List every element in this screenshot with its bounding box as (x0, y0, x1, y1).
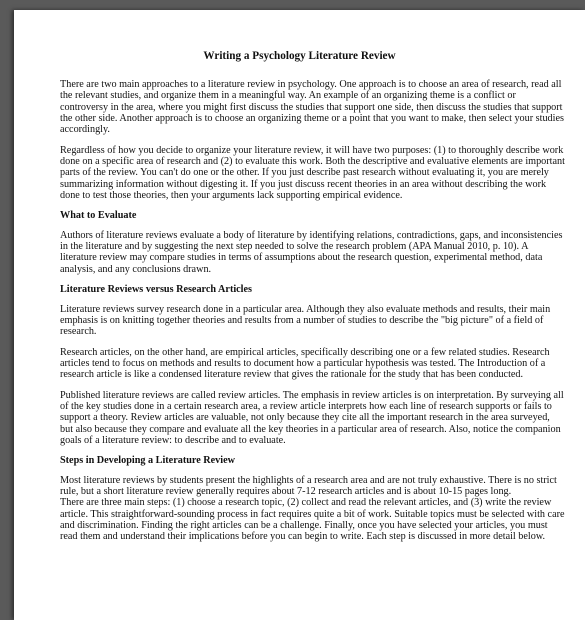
heading-steps: Steps in Developing a Literature Review (60, 455, 235, 467)
paragraph-published: Published literature reviews are called review articles. The emphasis in review articles is on interpretation. By surveying all of the key studies done in a certain research area, a review article interprets how each line of research supports or fails to support a theory. Review articles are valuable, not only because they cite all the important research in the area surveyed, but also because they compare and evaluate all the key theories in a particular area of research. Also, notice the companion goals of a literature review: to describe and to evaluate. (60, 389, 564, 446)
paragraph-empirical: Research articles, on the other hand, are empirical articles, specifically describing one or a few related studies. Research articles tend to focus on methods and results to document how a particular hypothesis was tested. The Introduction of a research article is like a condensed literature review that gives the rationale for the study that has been conducted. (60, 346, 550, 381)
document-body (60, 79, 565, 543)
paragraph-steps-main: There are three main steps: (1) choose a research topic, (2) collect and read the relevant articles, and (3) write the review article. This straightforward-sounding process in fact requires quite a bit of work. Suitable topics must be selected with care and discrimination. Finding the right articles can be a challenge. Finally, once you have selected your articles, you must read them and understand their implications before you can begin to write. Each step is discussed in more detail below. (60, 497, 565, 543)
heading-what-to-evaluate: What to Evaluate (60, 210, 137, 222)
document-title: Writing a Psychology Literature Review (203, 50, 396, 62)
heading-reviews-vs-articles: Literature Reviews versus Research Articles (60, 284, 252, 296)
paragraph-steps-intro: Most literature reviews by students present the highlights of a research area and are not truly exhaustive. There is no strict rule, but a short literature review generally requires about 7-12 research articles and is about 10-15 pages long. (60, 474, 557, 497)
paragraph-evaluate: Authors of literature reviews evaluate a body of literature by identifying relations, contradictions, gaps, and inconsistencies in the literature and by suggesting the next step needed to solve the research problem (APA Manual 2010, p. 10). A literature review may compare studies in terms of assumptions about the research question, experimental method, data analysis, and any conclusions drawn. (60, 229, 563, 275)
paragraph-survey: Literature reviews survey research done in a particular area. Although they also evaluate methods and results, their main emphasis is on knitting together theories and results from a number of studies to describe the "big picture" of a field of research. (60, 303, 551, 338)
document-page (14, 10, 585, 620)
paragraph-purposes: Regardless of how you decide to organize your literature review, it will have two purposes: (1) to thoroughly describe work done on a specific area of research and (2) to evaluate this work. Both the descriptive and evaluative elements are important parts of the review. You can't do one or the other. If you just describe past research without evaluating it, you are merely summarizing information without digesting it. If you just discuss recent theories in an area without describing the work done to test those theories, then your arguments lack supporting empirical evidence. (60, 144, 565, 202)
paragraph-intro: There are two main approaches to a literature review in psychology. One approach is to choose an area of research, read all the relevant studies, and organize them in a meaningful way. An example of an organizing theme is a conflict or controversy in the area, where you might first discuss the studies that support one side, then discuss the studies that support the other side. Another approach is to choose an organizing theme or a point that you want to make, then select your studies accordingly. (60, 79, 564, 136)
